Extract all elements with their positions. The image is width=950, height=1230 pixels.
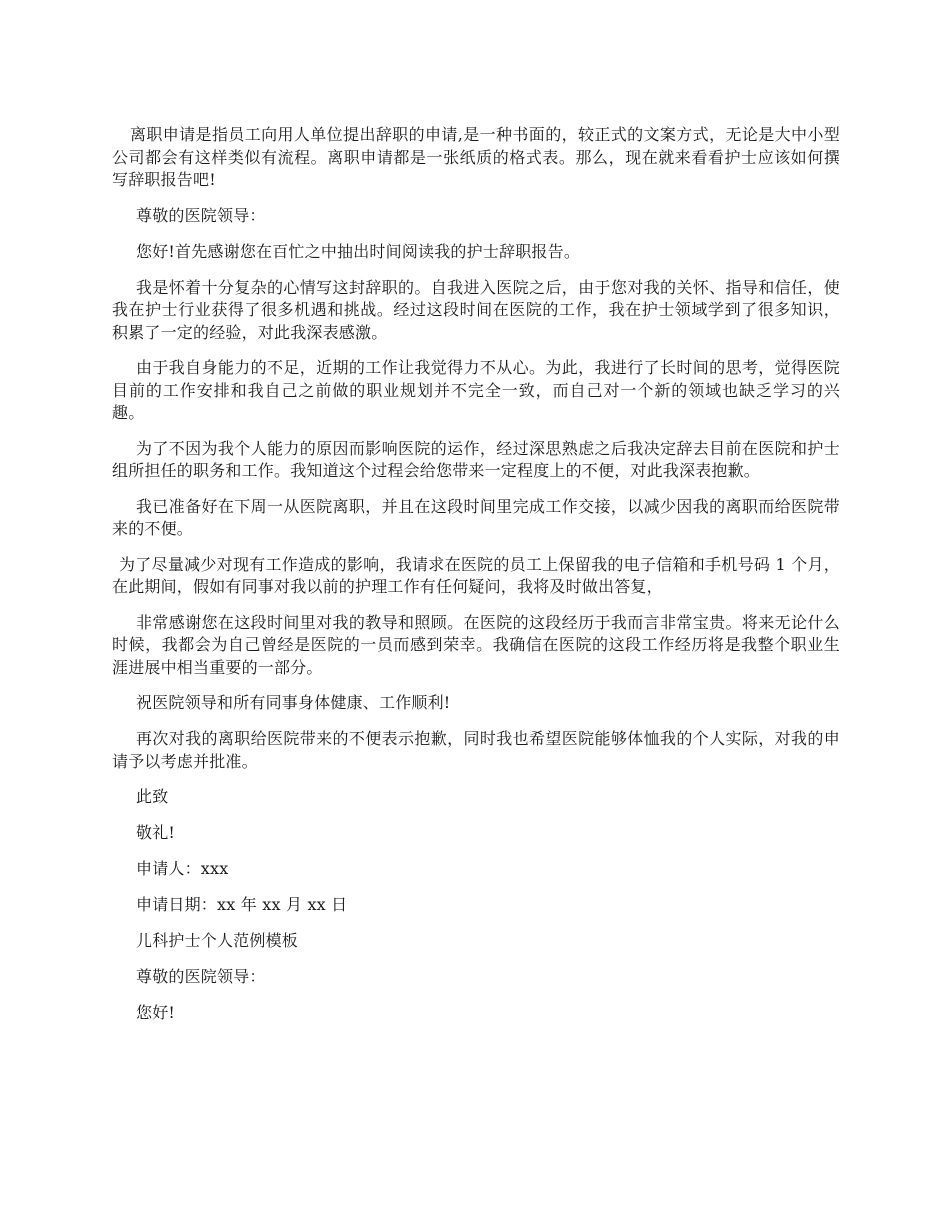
intro-paragraph: 离职申请是指员工向用人单位提出辞职的申请,是一种书面的，较正式的文案方式，无论是大中小型公司都会有这样类似有流程。离职申请都是一张纸质的格式表。那么，现在就来看看护士应该如何撰写辞职报告吧! <box>112 125 840 189</box>
closing-line: 此致 <box>136 787 169 806</box>
date-line: 申请日期：xx 年 xx 月 xx 日 <box>136 895 348 914</box>
body-paragraph: 由于我自身能力的不足，近期的工作让我觉得力不从心。为此，我进行了长时间的思考，觉得医院目前的工作安排和我自己之前做的职业规划并不完全一致，而自己对一个新的领域也缺乏学习的兴趣。 <box>112 358 840 422</box>
body-paragraph: 我是怀着十分复杂的心情写这封辞职的。自我进入医院之后，由于您对我的关怀、指导和信任，使我在护士行业获得了很多机遇和挑战。经过这段时间在医院的工作，我在护士领域学到了很多知识，积累了一定的经验，对此我深表感激。 <box>112 277 840 342</box>
wishes-line: 祝医院领导和所有同事身体健康、工作顺利! <box>136 693 451 712</box>
body-paragraph: 我已准备好在下周一从医院离职，并且在这段时间里完成工作交接，以减少因我的离职而给医院带来的不便。 <box>112 496 840 538</box>
salutation: 尊敬的医院领导： <box>136 967 266 986</box>
section-title: 儿科护士个人范例模板 <box>136 931 299 950</box>
body-paragraph: 为了不因为我个人能力的原因而影响医院的运作，经过深思熟虑之后我决定辞去目前在医院和护士组所担任的职务和工作。我知道这个过程会给您带来一定程度上的不便，对此我深表抱歉。 <box>112 438 840 480</box>
greeting: 您好! <box>136 1003 176 1022</box>
closing-salute: 敬礼! <box>136 823 176 842</box>
body-paragraph: 为了尽量减少对现有工作造成的影响，我请求在医院的员工上保留我的电子信箱和手机号码 1 个月，在此期间，假如有同事对我以前的护理工作有任何疑问，我将及时做出答复， <box>112 554 840 596</box>
greeting: 您好!首先感谢您在百忙之中抽出时间阅读我的护士辞职报告。 <box>136 241 581 261</box>
body-paragraph: 非常感谢您在这段时间里对我的教导和照顾。在医院的这段经历于我而言非常宝贵。将来无论什么时候，我都会为自己曾经是医院的一员而感到荣幸。我确信在医院的这段工作经历将是我整个职业生涯进展中相当重要的一部分。 <box>112 612 840 677</box>
body-paragraph: 再次对我的离职给医院带来的不便表示抱歉，同时我也希望医院能够体恤我的个人实际，对我的申请予以考虑并批准。 <box>112 729 840 771</box>
applicant-line: 申请人：xxx <box>136 859 229 878</box>
document-page <box>112 124 840 1038</box>
salutation: 尊敬的医院领导： <box>136 205 266 225</box>
